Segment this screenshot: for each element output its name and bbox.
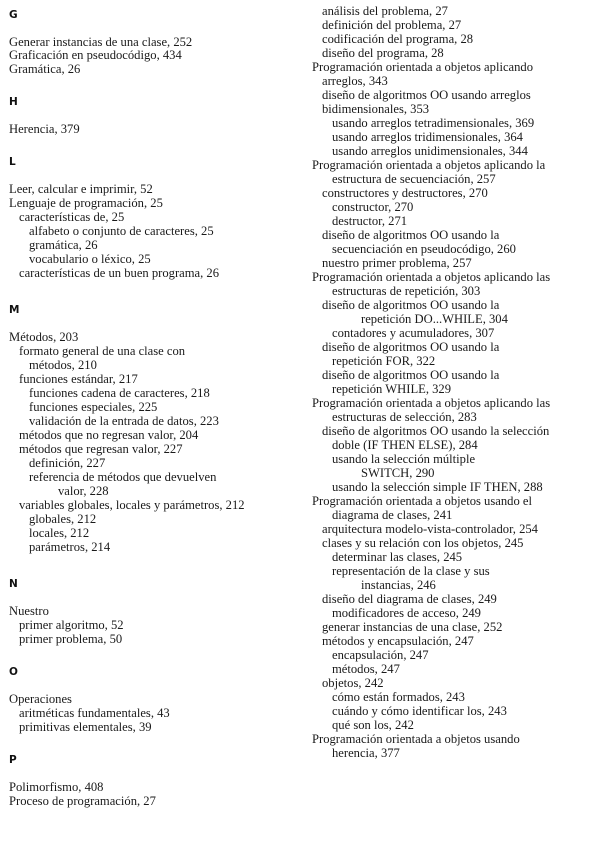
index-entry: diseño de algoritmos OO usando la [322,340,500,354]
index-entry: qué son los, 242 [332,718,414,732]
index-entry: primer problema, 50 [19,632,123,646]
index-entry: cuándo y cómo identificar los, 243 [332,704,507,718]
index-entry: generar instancias de una clase, 252 [322,620,503,634]
index-entry: repetición FOR, 322 [332,354,436,368]
index-entry: diseño de algoritmos OO usando la [322,368,500,382]
index-entry: Programación orientada a objetos usando [312,732,520,746]
index-entry: funciones especiales, 225 [29,400,158,414]
index-entry: determinar las clases, 245 [332,550,463,564]
index-entry: características de, 25 [19,210,125,224]
index-entry: estructuras de repetición, 303 [332,284,481,298]
index-entry: parámetros, 214 [29,540,111,554]
index-entry: funciones estándar, 217 [19,372,138,386]
index-entry: primitivas elementales, 39 [19,720,152,734]
index-entry: constructores y destructores, 270 [322,186,488,200]
index-entry: diseño de algoritmos OO usando arreglos [322,88,531,102]
index-entry: valor, 228 [58,484,109,498]
index-entry: métodos que regresan valor, 227 [19,442,183,456]
index-entry: vocabulario o léxico, 25 [29,252,151,266]
index-entry: destructor, 271 [332,214,408,228]
index-entry: contadores y acumuladores, 307 [332,326,495,340]
index-entry: métodos y encapsulación, 247 [322,634,474,648]
index-entry: primer algoritmo, 52 [19,618,124,632]
index-entry: métodos, 210 [29,358,97,372]
index-entry: definición, 227 [29,456,106,470]
index-entry: bidimensionales, 353 [322,102,430,116]
index-entry: alfabeto o conjunto de caracteres, 25 [29,224,214,238]
index-entry: diseño del programa, 28 [322,46,444,60]
index-entry: referencia de métodos que devuelven [29,470,217,484]
index-entry: aritméticas fundamentales, 43 [19,706,170,720]
index-entry: diseño de algoritmos OO usando la [322,228,500,242]
index-entry: secuenciación en pseudocódigo, 260 [332,242,516,256]
index-entry: Programación orientada a objetos aplicando la [312,158,546,172]
index-entry: formato general de una clase con [19,344,186,358]
index-entry: cómo están formados, 243 [332,690,465,704]
index-entry: Métodos, 203 [9,330,79,344]
section-letter: H [9,96,18,108]
index-entry: codificación del programa, 28 [322,32,474,46]
index-entry: Programación orientada a objetos aplicando [312,60,534,74]
index-entry: arquitectura modelo-vista-controlador, 254 [322,522,538,536]
index-entry: estructuras de selección, 283 [332,410,477,424]
index-entry: Programación orientada a objetos aplicando las [312,396,551,410]
index-entry: instancias, 246 [361,578,436,592]
section-letter: P [9,754,17,766]
index-entry: representación de la clase y sus [332,564,490,578]
section-letter: G [9,9,18,21]
index-entry: métodos, 247 [332,662,400,676]
index-entry: globales, 212 [29,512,97,526]
index-entry: estructura de secuenciación, 257 [332,172,496,186]
index-entry: funciones cadena de caracteres, 218 [29,386,210,400]
index-entry: modificadores de acceso, 249 [332,606,481,620]
index-entry: diseño del diagrama de clases, 249 [322,592,497,606]
index-entry: Proceso de programación, 27 [9,794,156,808]
index-entry: arreglos, 343 [322,74,388,88]
index-entry: Nuestro [9,604,49,618]
index-entry: Polimorfismo, 408 [9,780,104,794]
index-entry: usando arreglos tridimensionales, 364 [332,130,523,144]
index-entry: herencia, 377 [332,746,400,760]
section-letter: O [9,666,18,678]
index-entry: Operaciones [9,692,72,706]
index-entry: usando la selección simple IF THEN, 288 [332,480,543,494]
index-entry: análisis del problema, 27 [322,4,448,18]
index-entry: nuestro primer problema, 257 [322,256,472,270]
index-entry: definición del problema, 27 [322,18,462,32]
index-entry: usando arreglos tetradimensionales, 369 [332,116,535,130]
index-entry: Programación orientada a objetos aplicando las [312,270,551,284]
section-letter: N [9,578,18,590]
index-entry: Graficación en pseudocódigo, 434 [9,48,182,62]
index-entry: Gramática, 26 [9,62,81,76]
section-letter: L [9,156,16,168]
index-entry: repetición DO...WHILE, 304 [361,312,508,326]
index-entry: usando arreglos unidimensionales, 344 [332,144,528,158]
index-entry: Generar instancias de una clase, 252 [9,35,193,49]
index-entry: usando la selección múltiple [332,452,476,466]
index-entry: SWITCH, 290 [361,466,435,480]
index-entry: características de un buen programa, 26 [19,266,220,280]
index-entry: repetición WHILE, 329 [332,382,452,396]
index-entry: diagrama de clases, 241 [332,508,453,522]
index-entry: Leer, calcular e imprimir, 52 [9,182,153,196]
index-entry: clases y su relación con los objetos, 245 [322,536,524,550]
index-entry: Herencia, 379 [9,122,80,136]
index-entry: constructor, 270 [332,200,414,214]
index-entry: validación de la entrada de datos, 223 [29,414,219,428]
index-entry: diseño de algoritmos OO usando la selección [322,424,550,438]
index-entry: locales, 212 [29,526,90,540]
index-entry: Programación orientada a objetos usando el [312,494,532,508]
section-letter: M [9,304,20,316]
index-entry: métodos que no regresan valor, 204 [19,428,199,442]
index-entry: diseño de algoritmos OO usando la [322,298,500,312]
index-entry: variables globales, locales y parámetros, 212 [19,498,245,512]
index-entry: doble (IF THEN ELSE), 284 [332,438,478,452]
index-entry: encapsulación, 247 [332,648,429,662]
index-entry: Lenguaje de programación, 25 [9,196,163,210]
index-entry: gramática, 26 [29,238,98,252]
index-entry: objetos, 242 [322,676,384,690]
